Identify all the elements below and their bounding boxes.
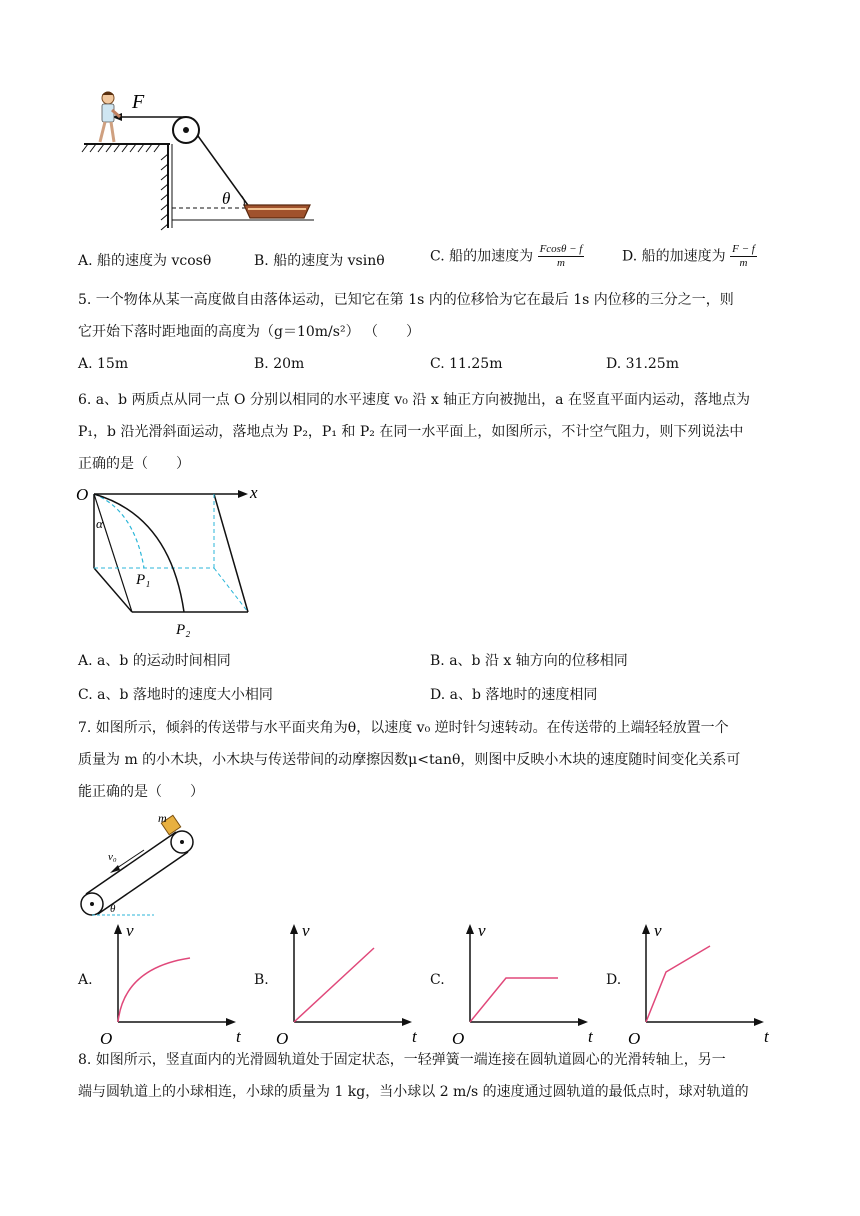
velocity-curve — [294, 948, 374, 1022]
t-axis-label: t — [236, 1027, 241, 1046]
velocity-curve — [646, 946, 710, 1022]
vt-graph-option-c[interactable] — [430, 920, 600, 1048]
q7-stem-line1: 7. 如图所示，倾斜的传送带与水平面夹角为θ，以速度 v₀ 逆时针匀速转动。在传送带的上端轻轻放置一个 — [78, 720, 729, 736]
vt-graph-option-a[interactable] — [78, 920, 248, 1048]
vt-graph-plot — [450, 920, 600, 1048]
q4-option-c[interactable] — [430, 243, 584, 270]
origin-label: O — [100, 1029, 113, 1048]
vt-graph-option-label: B. — [254, 972, 269, 988]
v-axis-label: v — [478, 921, 486, 940]
q6-option-d[interactable]: D. a、b 落地时的速度相同 — [430, 687, 598, 703]
q5-stem-line2: 它开始下落时距地面的高度为（g＝10m/s²） （ ） — [78, 324, 421, 340]
t-axis-arrow — [754, 1018, 764, 1026]
q5-stem-line1: 5. 一个物体从某一高度做自由落体运动，已知它在第 1s 内的位移恰为它在最后 1s 内位移的三分之一，则 — [78, 292, 734, 308]
theta-label: θ — [110, 903, 116, 915]
t-axis-label: t — [764, 1027, 769, 1046]
vt-graph-option-label: C. — [430, 972, 445, 988]
vt-graph-option-b[interactable] — [254, 920, 424, 1048]
t-axis-label: t — [588, 1027, 593, 1046]
vt-graph-plot — [98, 920, 248, 1048]
q4-option-d[interactable] — [622, 243, 757, 270]
x-axis-label: x — [250, 483, 258, 502]
q5-option-d[interactable]: D. 31.25m — [606, 356, 679, 372]
fraction-numerator: F − f — [732, 243, 755, 255]
fraction-numerator: Fcosθ − f — [539, 243, 583, 255]
vt-graph-option-label: A. — [78, 972, 93, 988]
q6-option-b[interactable]: B. a、b 沿 x 轴方向的位移相同 — [430, 653, 628, 669]
incline-projectile-figure — [74, 480, 274, 644]
q4-option-a[interactable]: A. 船的速度为 vcosθ — [78, 253, 212, 269]
v-axis-label: v — [302, 921, 310, 940]
q6-stem-line2: P₁，b 沿光滑斜面运动，落地点为 P₂，P₁ 和 P₂ 在同一水平面上，如图所示，不计空气阻力，则下列说法中 — [78, 424, 744, 440]
q4-option-d-prefix: D. 船的加速度为 — [622, 248, 726, 265]
conveyor-belt-figure — [74, 812, 234, 922]
force-label: F — [132, 91, 145, 113]
v-axis-label: v — [654, 921, 662, 940]
q6-option-a[interactable]: A. a、b 的运动时间相同 — [78, 653, 231, 669]
pulley-boat-figure — [78, 84, 318, 234]
t-axis-arrow — [578, 1018, 588, 1026]
fraction-denominator: m — [556, 257, 565, 269]
q5-option-c[interactable]: C. 11.25m — [430, 356, 503, 372]
angle-label: θ — [222, 189, 231, 208]
q5-option-b[interactable]: B. 20m — [254, 356, 305, 372]
origin-label: O — [276, 1029, 289, 1048]
vt-graph-plot — [274, 920, 424, 1048]
velocity-curve — [470, 978, 558, 1022]
origin-label: O — [628, 1029, 641, 1048]
q4-option-d-fraction — [730, 243, 757, 270]
vt-graph-option-label: D. — [606, 972, 622, 988]
v-axis-label: v — [126, 921, 134, 940]
t-axis-label: t — [412, 1027, 417, 1046]
q7-stem-line3: 能正确的是（ ） — [78, 784, 204, 800]
p1-label: P₁ — [136, 572, 151, 588]
q4-option-c-prefix: C. 船的加速度为 — [430, 248, 534, 265]
q5-option-a[interactable]: A. 15m — [78, 356, 129, 372]
fraction-denominator: m — [739, 257, 748, 269]
q8-stem-line1: 8. 如图所示，竖直面内的光滑圆轨道处于固定状态，一轻弹簧一端连接在圆轨道圆心的光滑转轴上，另一 — [78, 1052, 726, 1068]
v-axis-arrow — [466, 924, 474, 934]
q8-stem-line2: 端与圆轨道上的小球相连，小球的质量为 1 kg，当小球以 2 m/s 的速度通过圆轨道的最低点时，球对轨道的 — [78, 1084, 749, 1100]
q6-stem-line1: 6. a、b 两质点从同一点 O 分别以相同的水平速度 v₀ 沿 x 轴正方向被抛出，a 在竖直平面内运动，落地点为 — [78, 392, 750, 408]
v-axis-arrow — [114, 924, 122, 934]
alpha-label: α — [96, 516, 103, 531]
t-axis-arrow — [226, 1018, 236, 1026]
origin-label: O — [76, 485, 89, 504]
vt-graph-option-d[interactable] — [606, 920, 776, 1048]
vt-graph-plot — [626, 920, 776, 1048]
mass-label: m — [158, 811, 167, 825]
q7-stem-line2: 质量为 m 的小木块，小木块与传送带间的动摩擦因数μ<tanθ，则图中反映小木块的速度随时间变化关系可 — [78, 752, 741, 768]
v0-label: v₀ — [108, 851, 117, 863]
q6-stem-line3: 正确的是（ ） — [78, 456, 190, 472]
velocity-curve — [118, 958, 190, 1022]
p2-label: P₂ — [176, 622, 191, 638]
origin-label: O — [452, 1029, 465, 1048]
t-axis-arrow — [402, 1018, 412, 1026]
q4-option-b[interactable]: B. 船的速度为 vsinθ — [254, 253, 385, 269]
v-axis-arrow — [642, 924, 650, 934]
q6-option-c[interactable]: C. a、b 落地时的速度大小相同 — [78, 687, 273, 703]
v-axis-arrow — [290, 924, 298, 934]
q4-option-c-fraction — [538, 243, 585, 270]
